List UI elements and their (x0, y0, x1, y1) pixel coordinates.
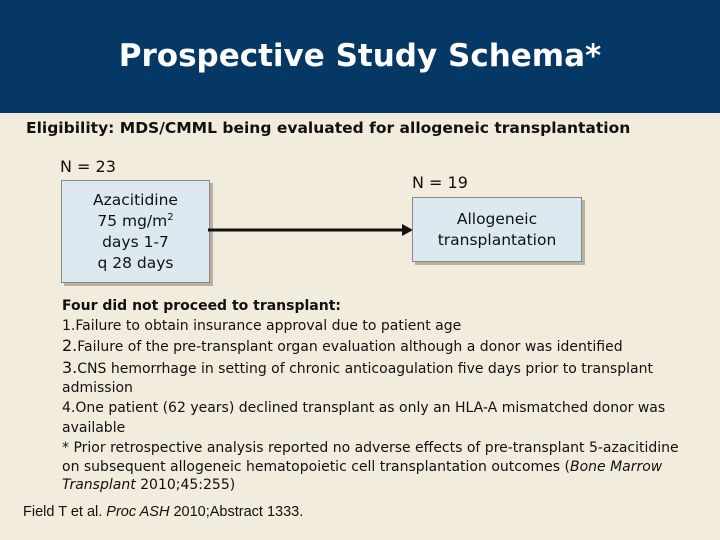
item-number: 2. (62, 336, 78, 356)
dropout-item (62, 317, 702, 337)
transplant-line-2: transplantation (437, 230, 557, 249)
slide-title: Prospective Study Schema* (118, 38, 602, 74)
item-text: One patient (62 years) declined transplant as only an HLA-A mismatched donor was available (62, 399, 666, 436)
dropout-item (62, 399, 702, 438)
dropout-item (62, 336, 702, 358)
footnote-ref: 2010;45:255) (135, 477, 236, 493)
citation (23, 504, 303, 520)
dose-superscript: 2 (167, 211, 174, 223)
dropout-heading: Four did not proceed to transplant: (62, 298, 342, 314)
footnote-text: * Prior retrospective analysis reported no adverse effects of pre-transplant 5-azacitidine on subsequent allogeneic hematopoietic cell transplantation outcomes ( (62, 440, 679, 475)
transplant-line-1: Allogeneic (456, 209, 538, 228)
flow-arrow (208, 222, 414, 238)
footnote-journal: Bone Marrow Transplant (62, 458, 663, 493)
item-number: 4. (62, 399, 76, 416)
eligibility-statement: Eligibility: MDS/CMML being evaluated for allogeneic transplantation (26, 119, 631, 137)
dose-text: 75 mg/m (97, 211, 168, 230)
azacitidine-line: Azacitidine (93, 190, 178, 209)
item-text: Failure to obtain insurance approval due to patient age (75, 317, 462, 334)
item-number: 3. (62, 357, 78, 377)
dropout-item (62, 358, 702, 399)
item-number: 1. (62, 317, 76, 334)
cycle-line: q 28 days (97, 253, 174, 272)
left-n-label: N = 23 (60, 157, 116, 176)
item-text: Failure of the pre-transplant organ evaluation although a donor was identified (77, 339, 623, 356)
right-n-label: N = 19 (412, 173, 468, 192)
citation-ref: 2010;Abstract 1333. (169, 504, 304, 520)
days-line: days 1-7 (102, 232, 169, 251)
dropout-list (62, 297, 702, 438)
item-text: CNS hemorrhage in setting of chronic anticoagulation five days prior to transplant admission (62, 360, 653, 397)
title-banner (0, 0, 720, 113)
citation-journal: Proc ASH (106, 504, 170, 520)
citation-authors: Field T et al. (23, 504, 107, 520)
dose-line (97, 211, 173, 232)
azacitidine-box (61, 180, 210, 283)
transplant-box (412, 197, 582, 262)
footnote (62, 439, 682, 495)
